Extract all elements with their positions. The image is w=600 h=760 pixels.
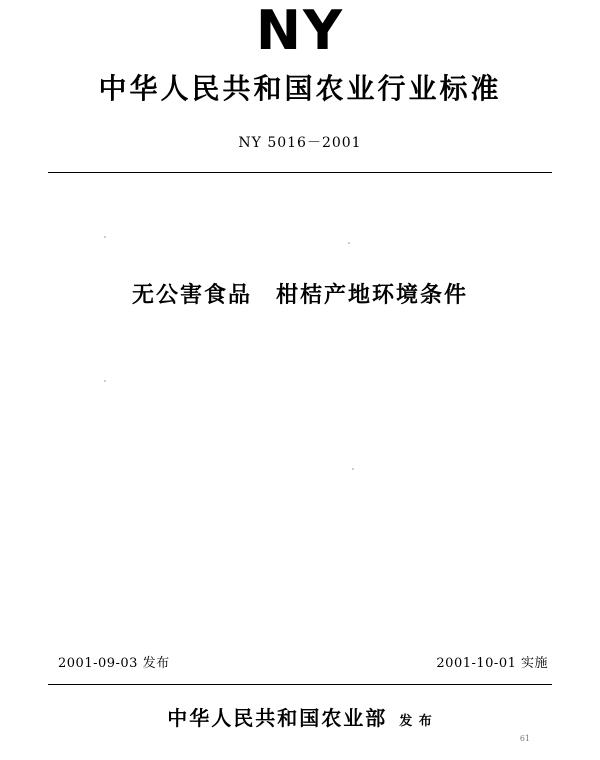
standard-number: NY 5016－2001 xyxy=(238,135,362,151)
publisher-name: 中华人民共和国农业部 xyxy=(167,706,388,730)
page-title-part2: 柑桔产地环境条件 xyxy=(276,283,469,308)
divider-bottom xyxy=(48,684,552,685)
page-number: 61 xyxy=(519,734,530,743)
publisher-line xyxy=(0,702,600,731)
publisher-verb: 发 布 xyxy=(399,714,433,729)
page-title-part1: 无公害食品 xyxy=(131,283,252,308)
standard-header-line: 中华人民共和国农业行业标准 xyxy=(98,72,502,105)
issue-date: 2001-09-03 发布 xyxy=(58,656,170,671)
ny-logo-mark: NY xyxy=(255,0,345,62)
scan-speckle xyxy=(348,242,350,244)
divider-top xyxy=(48,172,552,173)
scan-speckle xyxy=(352,468,354,470)
scan-speckle xyxy=(104,236,106,238)
scan-speckle xyxy=(104,380,106,382)
page-title xyxy=(0,278,600,309)
effective-date: 2001-10-01 实施 xyxy=(436,656,548,671)
